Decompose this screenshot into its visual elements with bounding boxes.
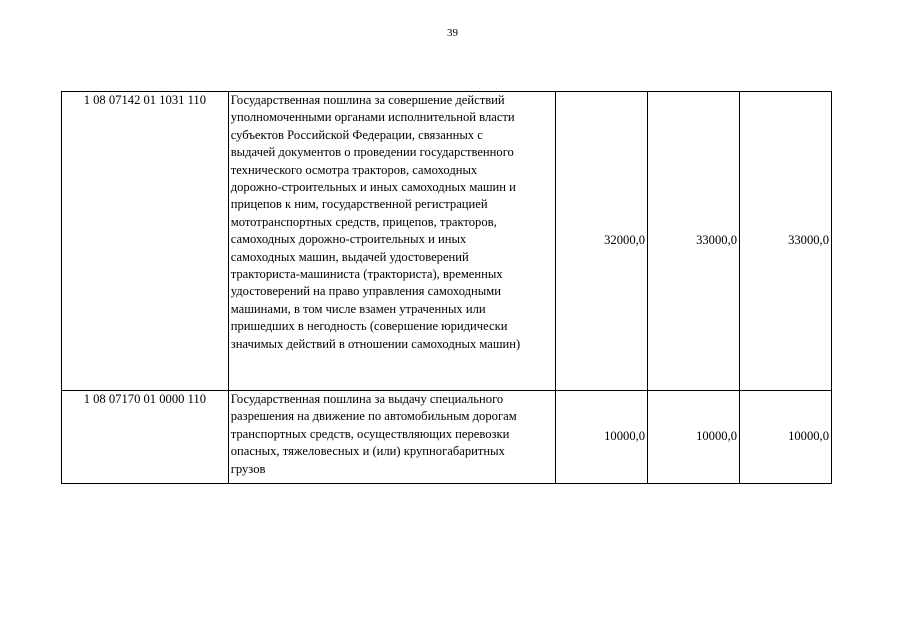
description-line: удостоверений на право управления самоходными [230, 284, 501, 299]
value-year-3: 10000,0 [740, 391, 832, 484]
description-line: самоходных машин, выдачей удостоверений [230, 249, 469, 264]
budget-classification-code: 1 08 07170 01 0000 110 [62, 391, 229, 484]
budget-revenue-table [61, 91, 832, 484]
value-year-2: 10000,0 [648, 391, 740, 484]
description-line: пришедших в негодность (совершение юридически [230, 319, 508, 334]
value-year-1: 10000,0 [556, 391, 648, 484]
revenue-description [228, 92, 555, 391]
description-line: субъектов Российской Федерации, связанных с [230, 127, 483, 142]
table-row [62, 92, 832, 391]
description-line: значимых действий в отношении самоходных машин) [230, 336, 521, 351]
description-line: машинами, в том числе взамен утраченных или [230, 301, 486, 316]
description-line: опасных, тяжеловесных и (или) крупногабаритных [230, 444, 505, 459]
table-row [62, 391, 832, 484]
description-line: дорожно-строительных и иных самоходных машин и [230, 180, 516, 195]
description-line: Государственная пошлина за выдачу специального [230, 392, 504, 406]
description-line: Государственная пошлина за совершение действий [230, 93, 505, 107]
description-line: мототранспортных средств, прицепов, тракторов, [230, 214, 497, 229]
budget-classification-code: 1 08 07142 01 1031 110 [62, 92, 229, 391]
description-line: транспортных средств, осуществляющих перевозки [230, 426, 510, 441]
description-line: технического осмотра тракторов, самоходных [230, 162, 478, 177]
description-line: самоходных дорожно-строительных и иных [230, 232, 467, 247]
description-line: уполномоченными органами исполнительной власти [230, 110, 515, 125]
revenue-description [228, 391, 555, 484]
description-line: прицепов к ним, государственной регистрацией [230, 197, 488, 212]
description-line: грузов [230, 461, 266, 476]
page-number: 39 [447, 27, 458, 39]
value-year-2: 33000,0 [648, 92, 740, 391]
description-line: разрешения на движение по автомобильным дорогам [230, 409, 517, 424]
description-line: выдачей документов о проведении государственного [230, 145, 514, 160]
value-year-3: 33000,0 [740, 92, 832, 391]
value-year-1: 32000,0 [556, 92, 648, 391]
description-line: тракториста-машиниста (тракториста), временных [230, 267, 503, 282]
